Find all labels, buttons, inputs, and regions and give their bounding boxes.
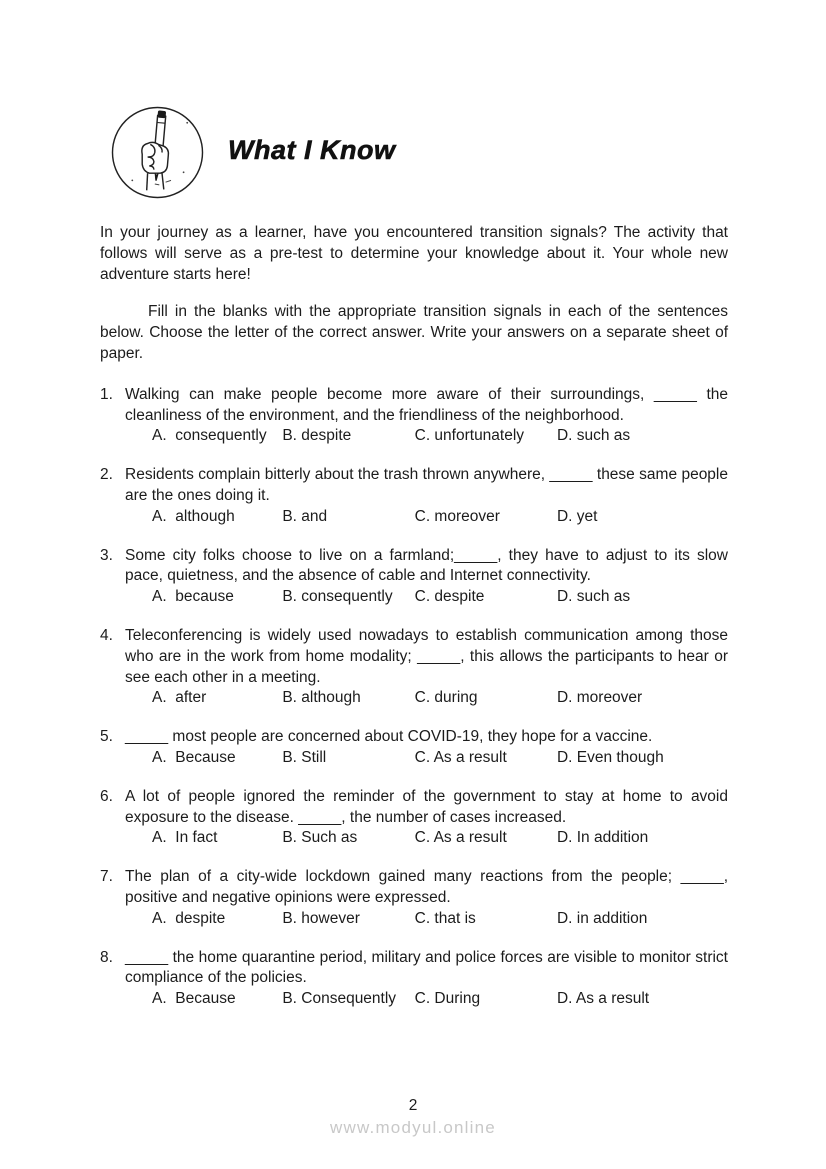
option-b: B. however: [282, 909, 360, 927]
option-c: C. despite: [414, 588, 485, 606]
question-item: [100, 727, 728, 769]
option-a: A. because: [152, 588, 234, 606]
answer-options: [125, 909, 728, 930]
option-b: B. Consequently: [282, 990, 397, 1008]
question-body: [125, 727, 728, 769]
watermark-text: www.modyul.online: [330, 1118, 496, 1137]
option-b: B. consequently: [282, 588, 393, 606]
answer-options: [125, 507, 728, 528]
question-body: [125, 385, 728, 447]
option-b: B. Such as: [282, 829, 358, 847]
question-item: [100, 385, 728, 447]
intro-paragraph: In your journey as a learner, have you encountered transition signals? The activity that follows will serve as a pre-test to determine your knowledge about it. Your whole new adventure starts here!: [100, 224, 728, 283]
question-body: [125, 948, 728, 1010]
option-c: C. moreover: [414, 507, 500, 525]
question-number: 4.: [100, 626, 113, 644]
answer-options: [125, 688, 728, 709]
question-text: A lot of people ignored the reminder of the government to stay at home to avoid exposure to the disease. _____, the number of cases increased.: [125, 787, 728, 826]
question-item: [100, 948, 728, 1010]
option-d: D. yet: [556, 507, 598, 525]
answer-options: [125, 748, 728, 769]
option-c: C. unfortunately: [414, 427, 525, 445]
option-d: D. moreover: [556, 689, 643, 707]
option-b: B. despite: [282, 427, 352, 445]
option-c: C. As a result: [414, 829, 507, 847]
question-body: [125, 626, 728, 709]
question-list: [100, 385, 728, 1010]
question-text: _____ most people are concerned about COVID-19, they hope for a vaccine.: [125, 728, 653, 746]
answer-options: [125, 828, 728, 849]
worksheet-body: [100, 223, 728, 1028]
question-body: [125, 867, 728, 929]
option-a: A. consequently: [152, 427, 267, 445]
option-c: C. During: [414, 990, 481, 1008]
page-number: 2: [408, 1097, 418, 1114]
option-d: D. such as: [556, 588, 631, 606]
answer-options: [125, 426, 728, 447]
option-a: A. after: [152, 689, 207, 707]
question-text: Residents complain bitterly about the trash thrown anywhere, _____ these same people are the ones doing it.: [125, 466, 728, 504]
question-body: [125, 787, 728, 849]
question-item: [100, 626, 728, 709]
question-number: 2.: [100, 466, 113, 484]
section-title: What I Know: [228, 135, 396, 165]
option-d: D. such as: [556, 427, 631, 445]
question-body: [125, 546, 728, 608]
question-text: _____ the home quarantine period, military and police forces are visible to monitor strict compliance of the policies.: [125, 948, 728, 987]
option-d: D. As a result: [556, 990, 650, 1008]
option-d: D. Even though: [556, 748, 664, 766]
option-c: C. that is: [414, 909, 476, 927]
question-item: [100, 546, 728, 608]
option-b: B. and: [282, 507, 328, 525]
option-a: A. despite: [152, 909, 226, 927]
option-a: A. In fact: [152, 829, 218, 847]
option-b: B. although: [282, 689, 361, 707]
option-a: A. Because: [152, 748, 236, 766]
option-d: D. in addition: [556, 909, 648, 927]
question-item: [100, 867, 728, 929]
question-number: 3.: [100, 546, 113, 564]
option-c: C. during: [414, 689, 478, 707]
option-a: A. although: [152, 507, 235, 525]
question-number: 5.: [100, 728, 113, 746]
hand-writing-pencil-icon: [108, 103, 207, 202]
question-body: [125, 465, 728, 527]
question-number: 6.: [100, 787, 113, 805]
option-c: C. As a result: [414, 748, 507, 766]
option-a: A. Because: [152, 990, 236, 1008]
directions-paragraph: Fill in the blanks with the appropriate transition signals in each of the sentences below. Choose the letter of the correct answer. Write your answers on a separate sheet of paper.: [100, 303, 728, 362]
question-text: The plan of a city-wide lockdown gained many reactions from the people; _____, positive and negative opinions were expressed.: [125, 868, 728, 906]
option-b: B. Still: [282, 748, 327, 766]
question-number: 8.: [100, 948, 113, 966]
question-text: Walking can make people become more aware of their surroundings, _____ the cleanliness of the environment, and the friendliness of the neighborhood.: [125, 385, 728, 424]
question-number: 1.: [100, 385, 113, 403]
option-d: D. In addition: [556, 829, 649, 847]
answer-options: [125, 989, 728, 1010]
answer-options: [125, 587, 728, 608]
question-item: [100, 787, 728, 849]
question-number: 7.: [100, 868, 113, 886]
question-text: Some city folks choose to live on a farmland;_____, they have to adjust to its slow pace, quietness, and the absence of cable and Internet connectivity.: [125, 546, 728, 585]
question-item: [100, 465, 728, 527]
question-text: Teleconferencing is widely used nowadays to establish communication among those who are in the work from home modality; _____, this allows the participants to hear or see each other in a meeting.: [125, 626, 728, 686]
